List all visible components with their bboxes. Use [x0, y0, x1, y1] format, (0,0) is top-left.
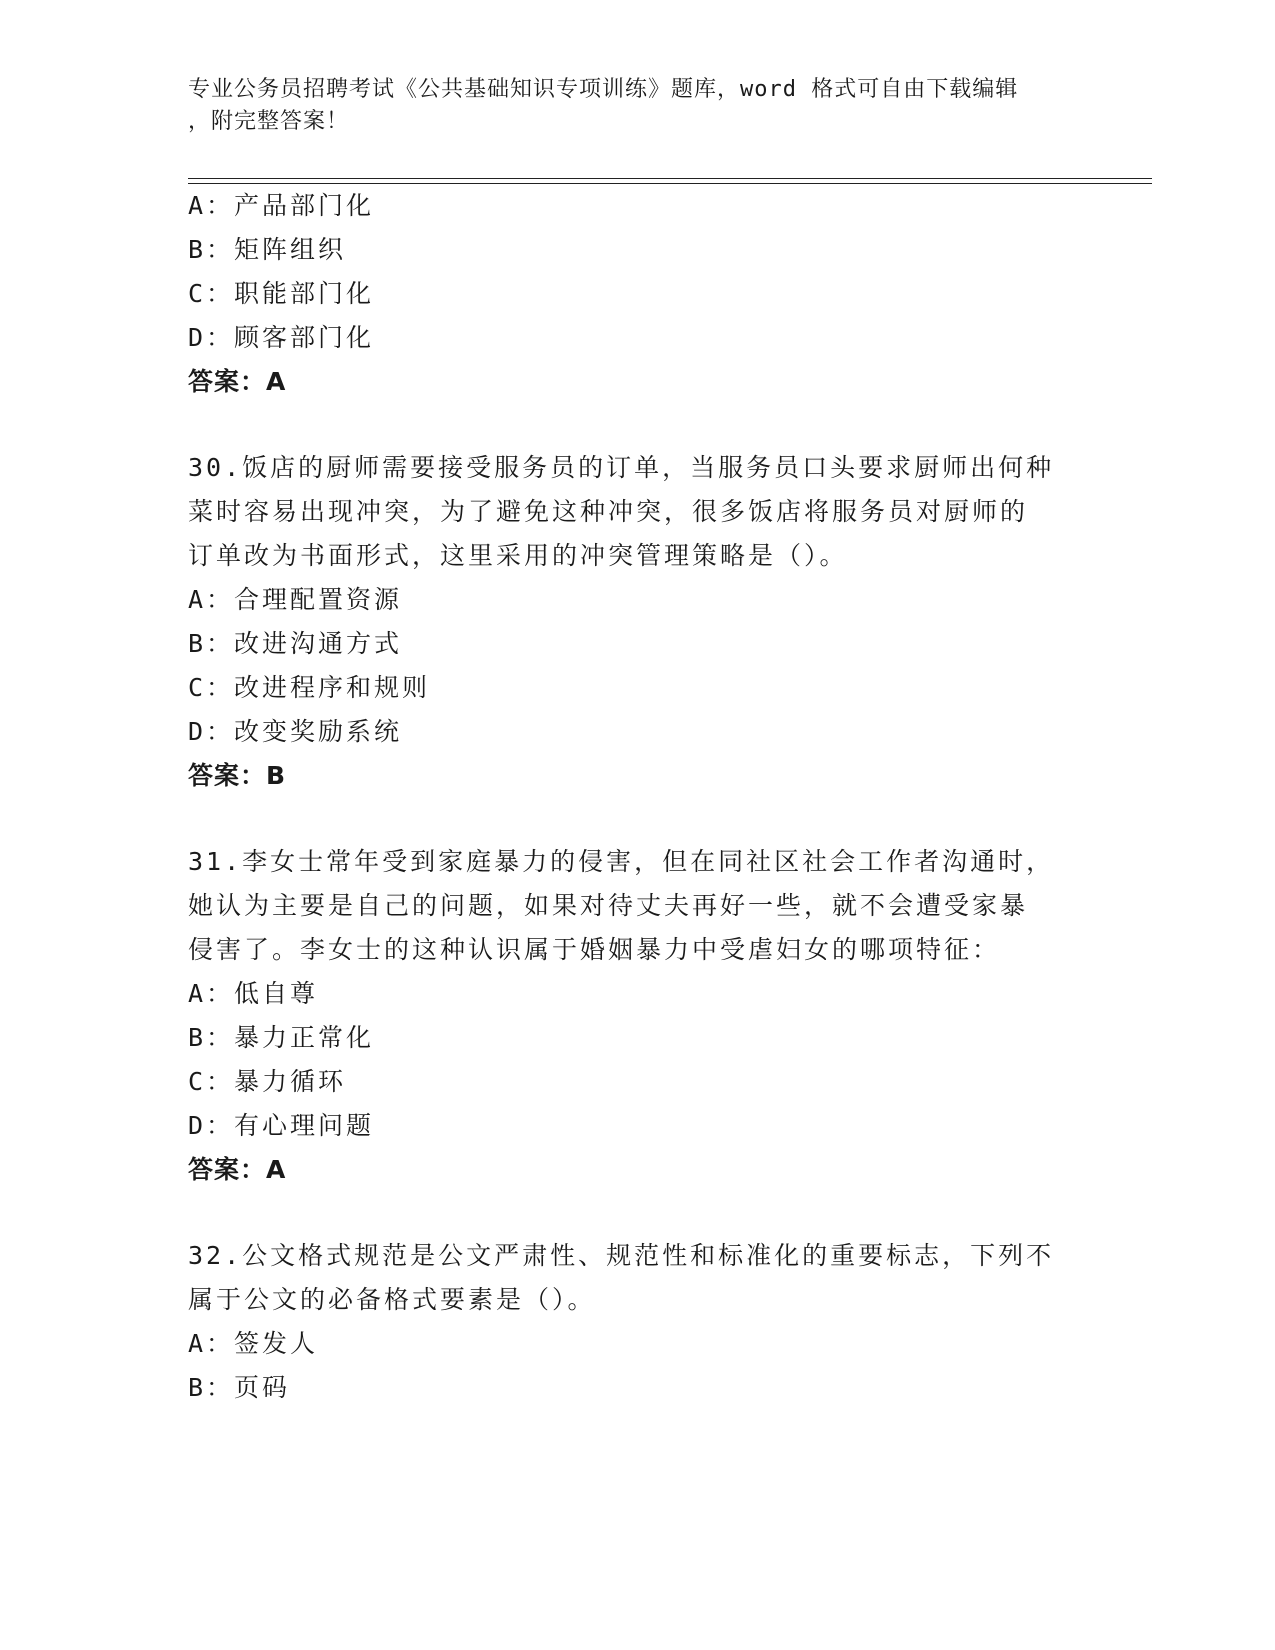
- q29-option-c: C：职能部门化: [188, 279, 375, 308]
- q32-option-a: A：签发人: [188, 1329, 319, 1358]
- q31-stem-line-3: 侵害了。李女士的这种认识属于婚姻暴力中受虐妇女的哪项特征：: [188, 935, 1001, 964]
- q30-stem-line-1: 30.饭店的厨师需要接受服务员的订单，当服务员口头要求厨师出何种: [188, 453, 1055, 482]
- header-line-1: 专业公务员招聘考试《公共基础知识专项训练》题库，word 格式可自由下载编辑: [188, 77, 1019, 102]
- q30-option-b: B：改进沟通方式: [188, 629, 403, 658]
- q30-answer: 答案：B: [188, 761, 287, 790]
- q31-option-a: A：低自尊: [188, 979, 319, 1008]
- q29-option-d: D：顾客部门化: [188, 323, 375, 352]
- q30-option-a: A：合理配置资源: [188, 585, 403, 614]
- document-header: [188, 74, 1088, 138]
- q30-option-c: C：改进程序和规则: [188, 673, 431, 702]
- q30-option-d: D：改变奖励系统: [188, 717, 403, 746]
- header-rule-top: [188, 178, 1152, 179]
- header-line-2: ，附完整答案！: [188, 109, 350, 134]
- q29-option-b: B：矩阵组织: [188, 235, 347, 264]
- q31-stem-line-2: 她认为主要是自己的问题，如果对待丈夫再好一些，就不会遭受家暴: [188, 891, 1029, 920]
- q32-option-b: B：页码: [188, 1373, 291, 1402]
- q32-stem-line-1: 32.公文格式规范是公文严肃性、规范性和标准化的重要标志，下列不: [188, 1241, 1055, 1270]
- q30-stem-line-2: 菜时容易出现冲突，为了避免这种冲突，很多饭店将服务员对厨师的: [188, 497, 1029, 526]
- q32-stem-line-2: 属于公文的必备格式要素是（）。: [188, 1285, 596, 1314]
- q31-option-c: C：暴力循环: [188, 1067, 347, 1096]
- q31-answer: 答案：A: [188, 1155, 287, 1184]
- q29-option-a: A：产品部门化: [188, 191, 375, 220]
- q29-answer: 答案：A: [188, 367, 287, 396]
- q31-stem-line-1: 31.李女士常年受到家庭暴力的侵害，但在同社区社会工作者沟通时，: [188, 847, 1055, 876]
- q30-stem-line-3: 订单改为书面形式，这里采用的冲突管理策略是（）。: [188, 541, 848, 570]
- q31-option-b: B：暴力正常化: [188, 1023, 375, 1052]
- q31-option-d: D：有心理问题: [188, 1111, 375, 1140]
